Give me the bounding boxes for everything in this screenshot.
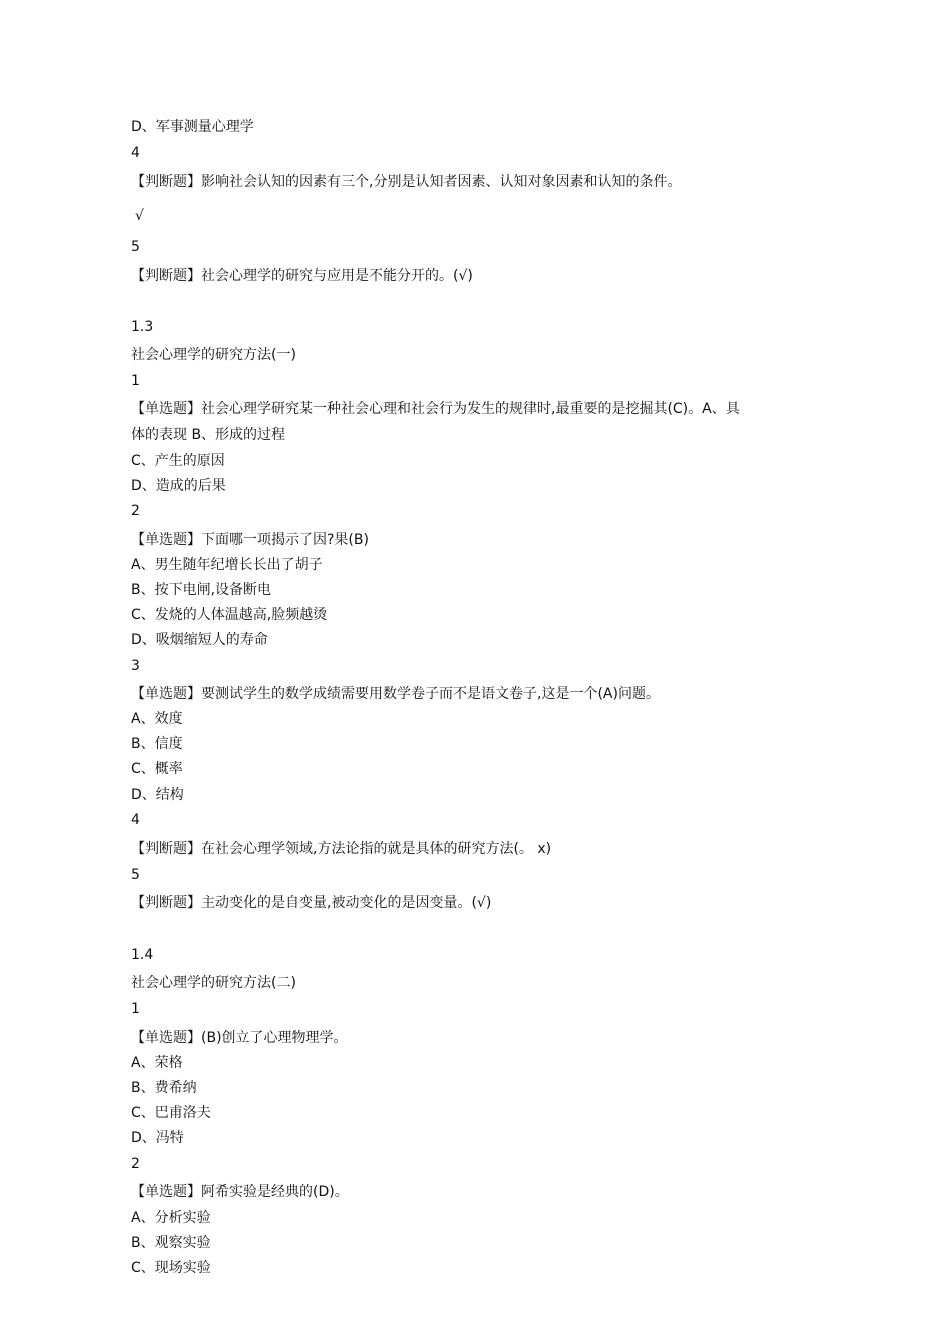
option-line: D、结构 <box>131 787 184 803</box>
section-title: 社会心理学的研究方法(一) <box>131 347 296 363</box>
option-line: B、按下电闸,设备断电 <box>131 582 272 598</box>
question-number: 3 <box>131 658 140 674</box>
question-number: 2 <box>131 1156 140 1172</box>
question-number: 5 <box>131 239 140 255</box>
question-number: 2 <box>131 503 140 519</box>
option-line: D、军事测量心理学 <box>131 119 254 135</box>
question-text: 【判断题】在社会心理学领域,方法论指的就是具体的研究方法(。 x) <box>131 841 552 857</box>
option-line: D、冯特 <box>131 1130 184 1146</box>
option-line: B、观察实验 <box>131 1235 211 1251</box>
question-number: 4 <box>131 145 140 161</box>
question-text: 【单选题】社会心理学研究某一种社会心理和社会行为发生的规律时,最重要的是挖掘其(C)。A、具 <box>131 401 740 417</box>
question-text: 【判断题】影响社会认知的因素有三个,分别是认知者因素、认知对象因素和认知的条件。 <box>131 174 682 190</box>
option-line: C、发烧的人体温越高,脸频越烫 <box>131 607 328 623</box>
option-line: C、产生的原因 <box>131 453 225 469</box>
question-text: 【单选题】下面哪一项揭示了因?果(B) <box>131 532 369 548</box>
answer-mark: √ <box>135 208 144 224</box>
option-line: A、男生随年纪增长长出了胡子 <box>131 557 323 573</box>
section-title: 社会心理学的研究方法(二) <box>131 975 296 991</box>
option-line: A、效度 <box>131 711 183 727</box>
option-line: D、吸烟缩短人的寿命 <box>131 632 268 648</box>
question-number: 4 <box>131 812 140 828</box>
question-text: 【单选题】(B)创立了心理物理学。 <box>131 1030 348 1046</box>
option-line: C、概率 <box>131 761 183 777</box>
question-text: 【判断题】社会心理学的研究与应用是不能分开的。(√) <box>131 268 473 284</box>
option-line: C、巴甫洛夫 <box>131 1105 211 1121</box>
question-text: 【单选题】阿希实验是经典的(D)。 <box>131 1184 349 1200</box>
question-number: 5 <box>131 867 140 883</box>
option-line: B、信度 <box>131 736 183 752</box>
section-number: 1.3 <box>131 319 154 335</box>
question-text: 【判断题】主动变化的是自变量,被动变化的是因变量。(√) <box>131 895 492 911</box>
option-line: A、荣格 <box>131 1055 183 1071</box>
option-line: C、现场实验 <box>131 1260 211 1276</box>
option-line: B、费希纳 <box>131 1080 197 1096</box>
question-number: 1 <box>131 373 140 389</box>
option-line: A、分析实验 <box>131 1210 211 1226</box>
option-line: D、造成的后果 <box>131 478 226 494</box>
question-text: 【单选题】要测试学生的数学成绩需要用数学卷子而不是语文卷子,这是一个(A)问题。 <box>131 686 660 702</box>
question-text-continued: 体的表现 B、形成的过程 <box>131 427 286 443</box>
question-number: 1 <box>131 1001 140 1017</box>
section-number: 1.4 <box>131 947 154 963</box>
